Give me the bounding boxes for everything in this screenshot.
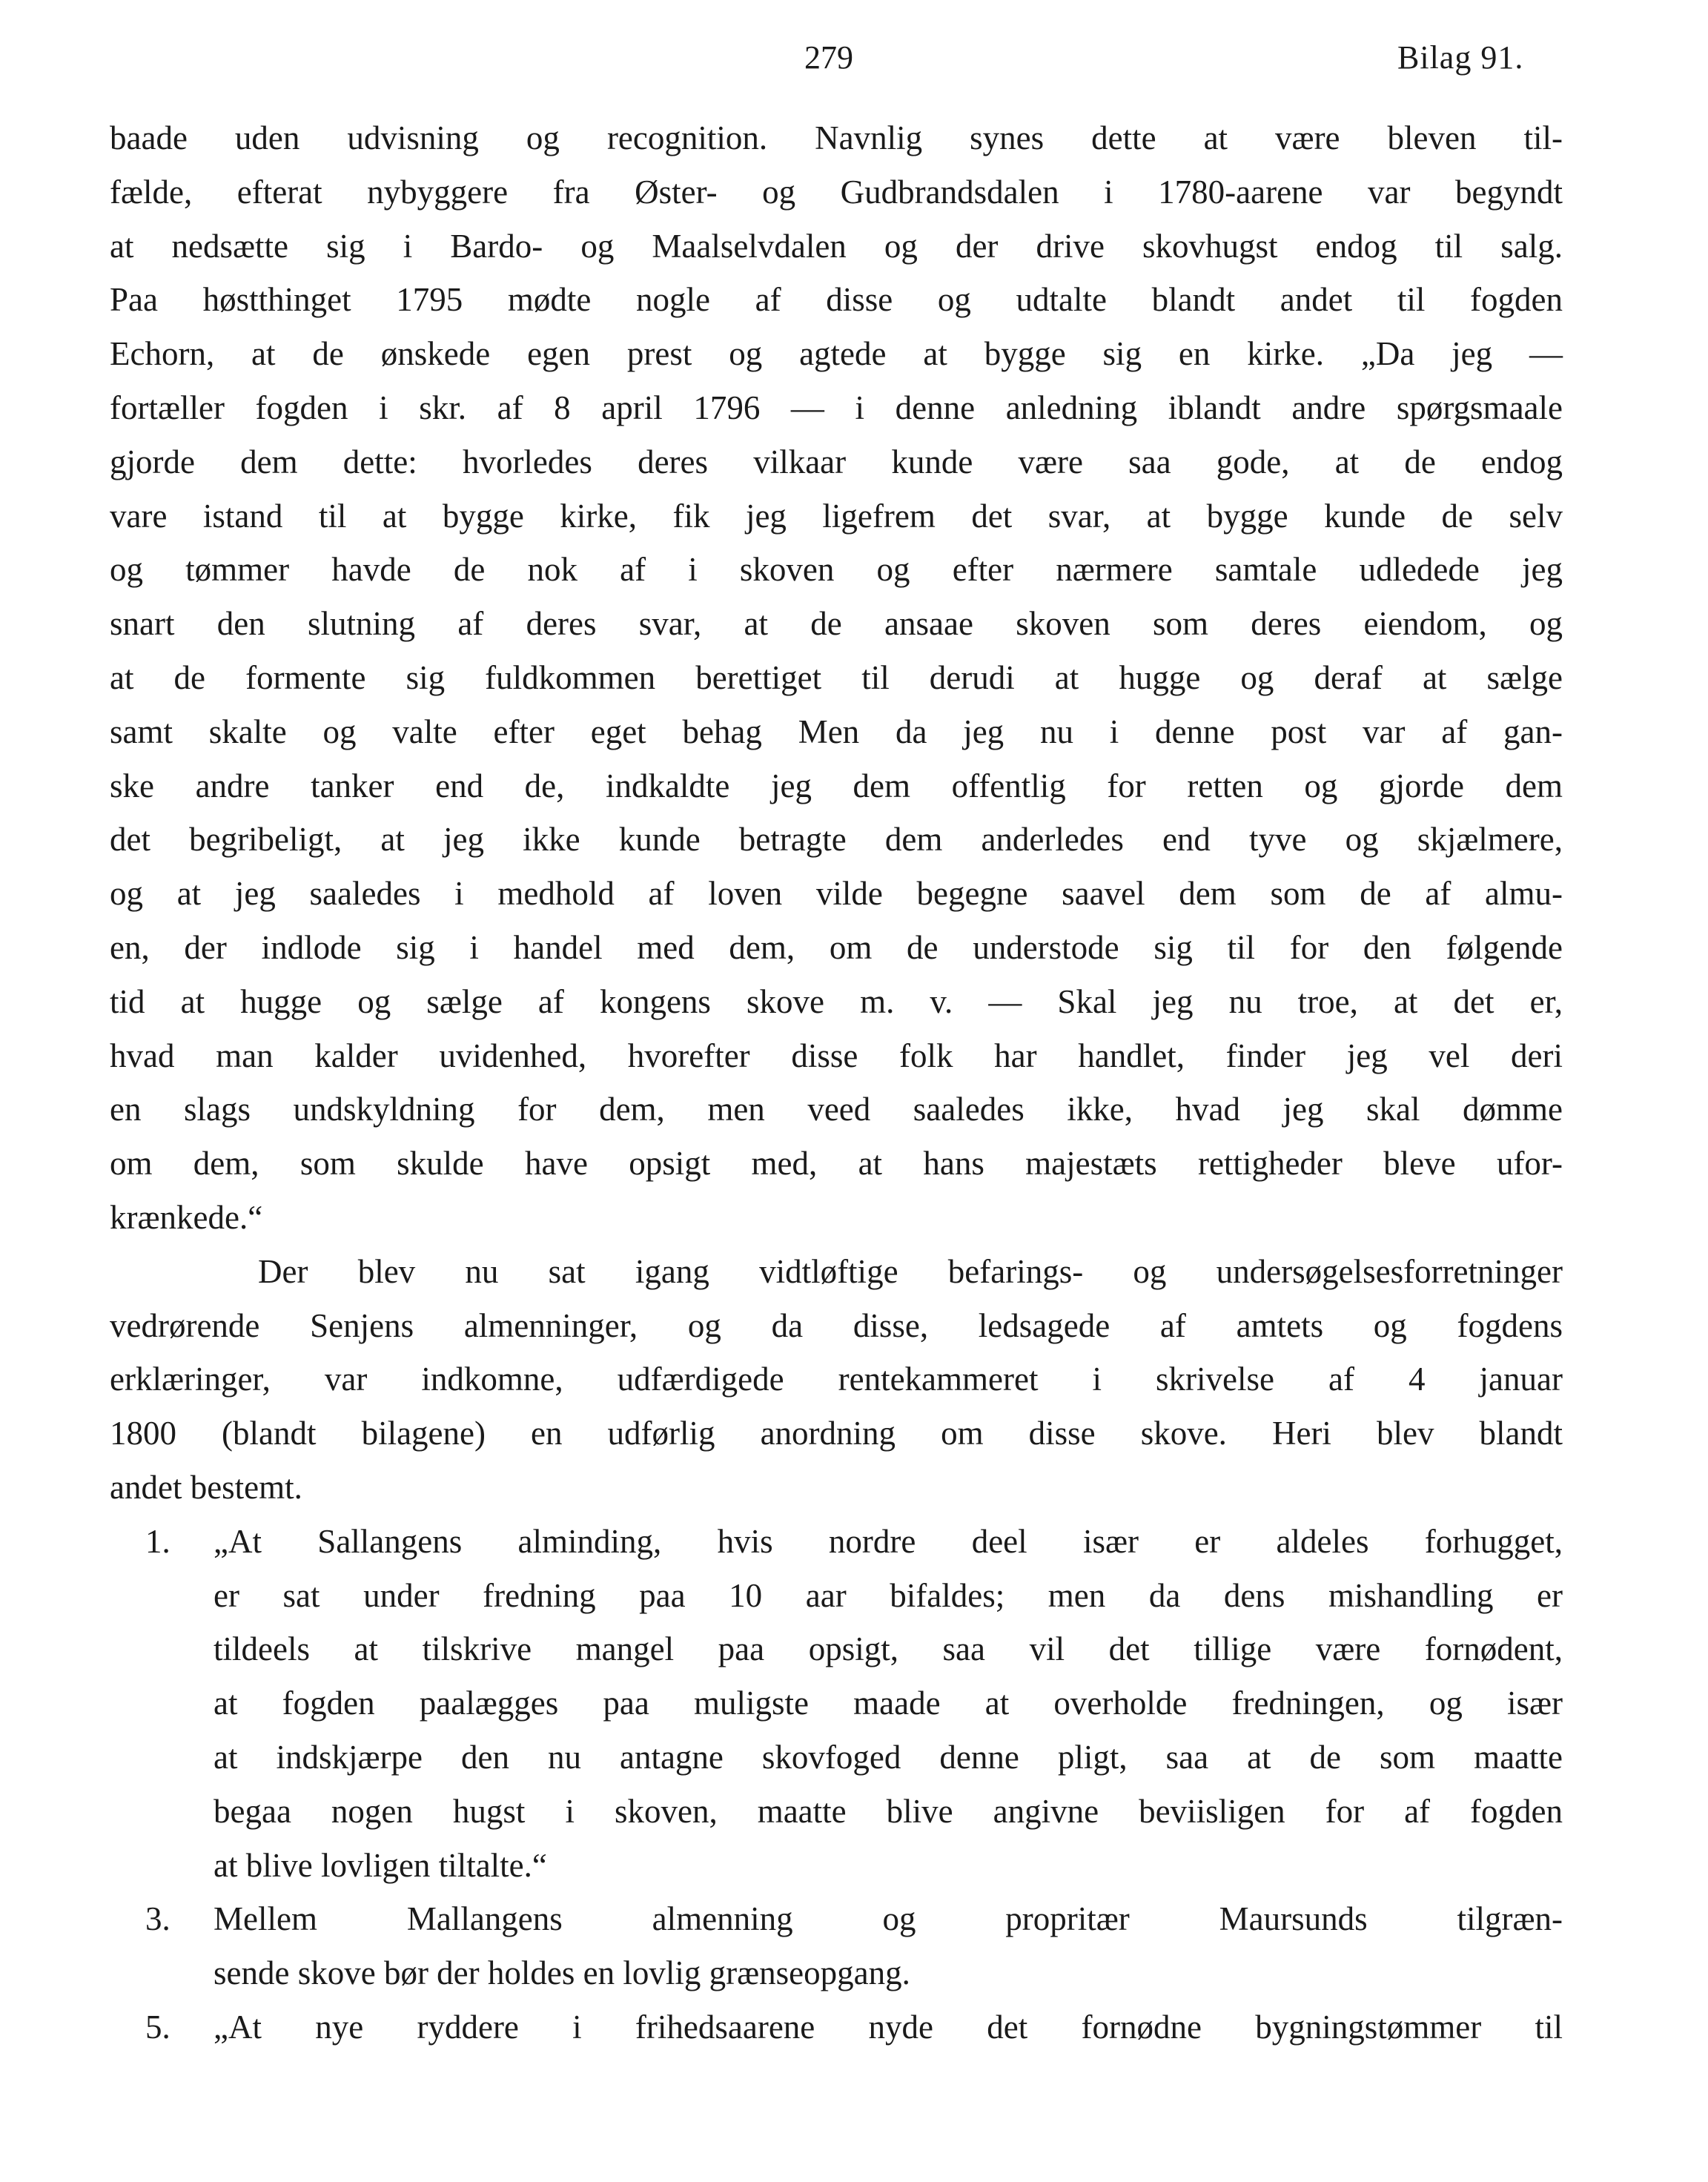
text-line: samt skalte og valte efter eget behag Men da jeg nu i denne post var af gan-: [110, 713, 1563, 750]
text-line: at de formente sig fuldkommen berettiget til derudi at hugge og deraf at sælge: [110, 658, 1563, 696]
text-line: at nedsætte sig i Bardo- og Maalselvdalen og der drive skovhugst endog til salg.: [110, 227, 1563, 265]
list-number: 1.: [145, 1522, 171, 1560]
text-line: 1800 (blandt bilagene) en udførlig anordning om disse skove. Heri blev blandt: [110, 1415, 1563, 1452]
list-number: 3.: [145, 1900, 171, 1938]
body-text: [110, 111, 1563, 2054]
text-line: begaa nogen hugst i skoven, maatte blive angivne beviisligen for af fogden: [214, 1792, 1563, 1830]
text-line: en, der indlode sig i handel med dem, om de understode sig til for den følgende: [110, 928, 1563, 966]
text-line: andet bestemt.: [110, 1468, 302, 1506]
text-line: ske andre tanker end de, indkaldte jeg dem offentlig for retten og gjorde dem: [110, 767, 1563, 804]
text-line: Der blev nu sat igang vidtløftige befarings- og undersøgelsesforretninger: [258, 1252, 1563, 1290]
text-line: gjorde dem dette: hvorledes deres vilkaar kunde være saa gode, at de endog: [110, 443, 1563, 480]
text-line: tildeels at tilskrive mangel paa opsigt, saa vil det tillige være fornødent,: [214, 1630, 1563, 1668]
text-line: „At nye ryddere i frihedsaarene nyde det fornødne bygningstømmer til: [214, 2008, 1563, 2046]
text-line: er sat under fredning paa 10 aar bifaldes; men da dens mishandling er: [214, 1576, 1563, 1614]
bilag-label: Bilag 91.: [1397, 39, 1524, 76]
text-line: vedrørende Senjens almenninger, og da disse, ledsagede af amtets og fogdens: [110, 1306, 1563, 1344]
list-number: 5.: [145, 2008, 171, 2046]
text-line: „At Sallangens alminding, hvis nordre deel især er aldeles forhugget,: [214, 1522, 1563, 1560]
text-line: baade uden udvisning og recognition. Navnlig synes dette at være bleven til-: [110, 119, 1563, 156]
text-line: vare istand til at bygge kirke, fik jeg ligefrem det svar, at bygge kunde de selv: [110, 497, 1563, 535]
page-header: [0, 39, 1708, 83]
list-item: [110, 1515, 1563, 1893]
text-line: erklæringer, var indkomne, udfærdigede rentekammeret i skrivelse af 4 januar: [110, 1361, 1563, 1398]
text-line: Mellem Mallangens almenning og propritær Maursunds tilgræn-: [214, 1900, 1563, 1938]
text-line: snart den slutning af deres svar, at de ansaae skoven som deres eiendom, og: [110, 605, 1563, 643]
text-line: om dem, som skulde have opsigt med, at hans majestæts rettigheder bleve ufor-: [110, 1145, 1563, 1183]
text-line: Echorn, at de ønskede egen prest og agtede at bygge sig en kirke. „Da jeg —: [110, 335, 1563, 373]
list-item: [110, 1892, 1563, 2000]
list-item: [110, 2000, 1563, 2054]
text-line: at fogden paalægges paa muligste maade at overholde fredningen, og især: [214, 1685, 1563, 1722]
text-line: Paa høstthinget 1795 mødte nogle af disse og udtalte blandt andet til fogden: [110, 281, 1563, 319]
text-line: en slags undskyldning for dem, men veed saaledes ikke, hvad jeg skal dømme: [110, 1091, 1563, 1128]
text-line: fortæller fogden i skr. af 8 april 1796 — i denne anledning iblandt andre spørgsmaale: [110, 389, 1563, 426]
text-line: sende skove bør der holdes en lovlig grænseopgang.: [214, 1954, 910, 1992]
paragraph-ordinance: [110, 1245, 1563, 1515]
text-line: tid at hugge og sælge af kongens skove m. v. — Skal jeg nu troe, at det er,: [110, 982, 1563, 1020]
text-line: hvad man kalder uvidenhed, hvorefter disse folk har handlet, finder jeg vel deri: [110, 1037, 1563, 1074]
text-line: og tømmer havde de nok af i skoven og efter nærmere samtale udledede jeg: [110, 551, 1563, 589]
text-line: at indskjærpe den nu antagne skovfoged denne pligt, saa at de som maatte: [214, 1738, 1563, 1776]
text-line: og at jeg saaledes i medhold af loven vilde begegne saavel dem som de af almu-: [110, 875, 1563, 913]
page-number: 279: [804, 39, 853, 76]
text-line: at blive lovligen tiltalte.“: [214, 1846, 547, 1884]
paragraph-quote: [110, 111, 1563, 1245]
text-line: krænkede.“: [110, 1198, 263, 1236]
text-line: fælde, efterat nybyggere fra Øster- og Gudbrandsdalen i 1780-aarene var begyndt: [110, 173, 1563, 211]
text-line: det begribeligt, at jeg ikke kunde betragte dem anderledes end tyve og skjælmere,: [110, 821, 1563, 859]
